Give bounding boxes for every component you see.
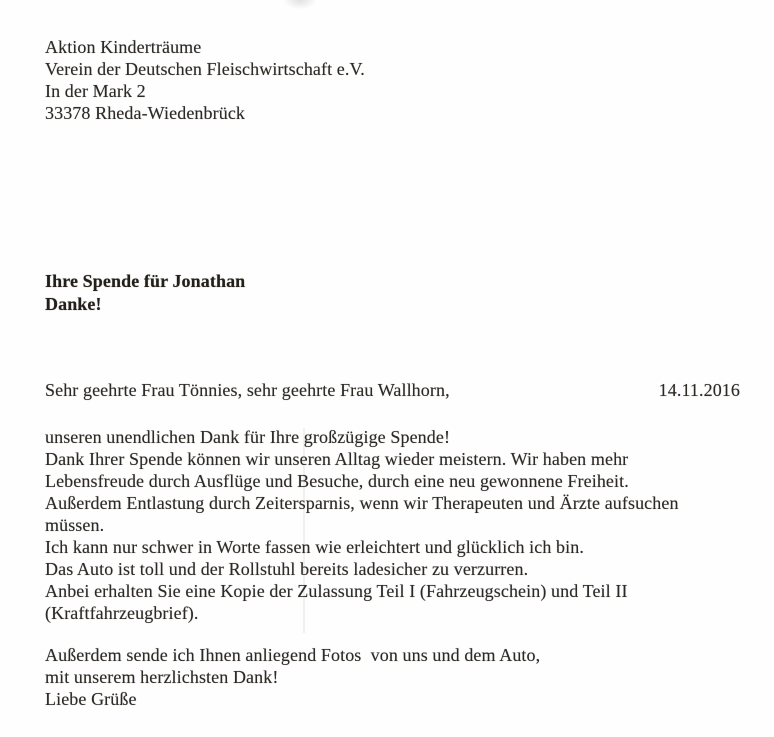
letter-date	[659, 379, 740, 401]
body-line: Lebensfreude durch Ausflüge und Besuche, durch eine neu gewonnene Freiheit.	[45, 471, 629, 491]
body-line: Das Auto ist toll und der Rollstuhl bereits ladesicher zu verzurren.	[45, 559, 529, 579]
body-line: Anbei erhalten Sie eine Kopie der Zulassung Teil I (Fahrzeugschein) und Teil II	[45, 581, 628, 601]
address-line: Verein der Deutschen Fleischwirtschaft e.V.	[45, 59, 365, 79]
body-line: (Kraftfahrzeugbrief).	[45, 603, 199, 623]
closing-line: Außerdem sende ich Ihnen anliegend Fotos von uns und dem Auto,	[45, 645, 541, 665]
salutation-line: Sehr geehrte Frau Tönnies, sehr geehrte Frau Wallhorn,	[45, 380, 450, 400]
recipient-address	[45, 36, 365, 124]
body-line: Ich kann nur schwer in Worte fassen wie erleichtert und glücklich ich bin.	[45, 537, 584, 557]
letter-closing	[45, 644, 540, 710]
address-line: In der Mark 2	[45, 81, 146, 101]
scan-smudge-artifact	[284, 0, 316, 9]
letter-body	[45, 426, 679, 624]
body-line: müssen.	[45, 515, 105, 535]
body-line: Dank Ihrer Spende können wir unseren Alltag wieder meistern. Wir haben mehr	[45, 449, 629, 469]
salutation	[45, 379, 450, 401]
subject-line: Ihre Spende für Jonathan	[45, 271, 246, 291]
address-line: Aktion Kinderträume	[45, 37, 202, 57]
closing-line: mit unserem herzlichsten Dank!	[45, 667, 279, 687]
subject-heading	[45, 270, 245, 315]
subject-line: Danke!	[45, 293, 102, 314]
date-text: 14.11.2016	[658, 380, 740, 400]
body-line: Außerdem Entlastung durch Zeitersparnis, wenn wir Therapeuten und Ärzte aufsuchen	[45, 493, 679, 513]
body-line: unseren unendlichen Dank für Ihre großzügige Spende!	[45, 427, 451, 447]
address-line: 33378 Rheda-Wiedenbrück	[45, 103, 246, 123]
closing-line: Liebe Grüße	[45, 689, 137, 709]
